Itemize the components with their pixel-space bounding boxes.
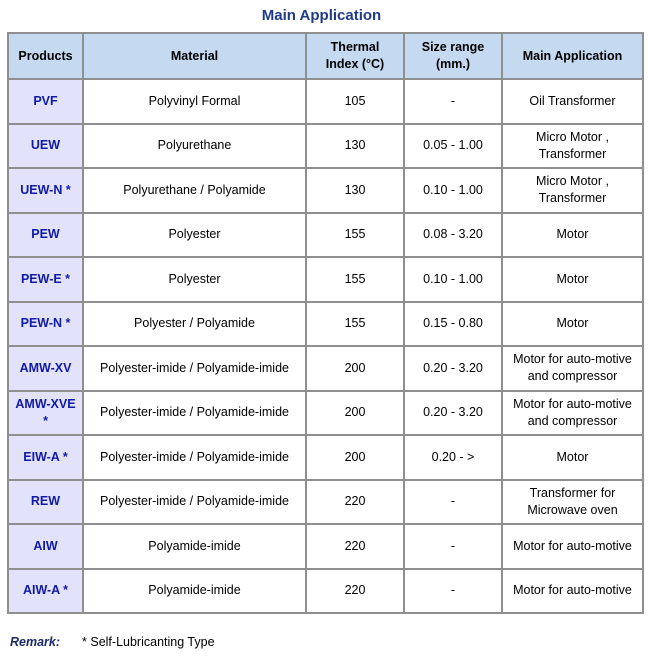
header-main-application: Main Application: [503, 34, 642, 78]
application-cell: [503, 570, 642, 613]
application-cell: [503, 303, 642, 346]
remark-text: * Self-Lubricanting Type: [82, 635, 215, 649]
product-name: AIW: [33, 538, 58, 553]
product-name: PEW-N *: [20, 316, 71, 331]
application-cell: [503, 125, 642, 168]
table-row: [9, 214, 642, 257]
product-cell: [9, 392, 82, 435]
application-cell: [503, 436, 642, 479]
material-cell: Polyester-imide / Polyamide-imide: [84, 481, 305, 524]
table-row: [9, 525, 642, 568]
size-range-cell: -: [405, 525, 501, 568]
product-cell: [9, 481, 82, 524]
product-cell: [9, 214, 82, 257]
application-line: Transformer for: [529, 485, 616, 500]
remark-label: Remark:: [10, 635, 61, 649]
header-size-line1: Size range: [421, 40, 485, 54]
size-range-cell: 0.05 - 1.00: [405, 125, 501, 168]
product-cell: [9, 169, 82, 212]
material-cell: Polyamide-imide: [84, 525, 305, 568]
application-cell: [503, 80, 642, 123]
material-cell: Polyester: [84, 214, 305, 257]
material-cell: Polyamide-imide: [84, 570, 305, 613]
material-cell: Polyurethane / Polyamide: [84, 169, 305, 212]
application-line: Transformer: [538, 146, 607, 161]
size-range-cell: -: [405, 80, 501, 123]
product-name: UEW: [30, 138, 61, 153]
product-cell: [9, 258, 82, 301]
material-cell: Polyester-imide / Polyamide-imide: [84, 392, 305, 435]
application-cell: [503, 169, 642, 212]
header-products: Products: [9, 34, 82, 78]
size-range-cell: 0.15 - 0.80: [405, 303, 501, 346]
application-cell: [503, 347, 642, 390]
table-row: [9, 303, 642, 346]
application-cell: [503, 392, 642, 435]
product-name: AIW-A *: [22, 583, 69, 598]
product-cell: [9, 436, 82, 479]
thermal-index-cell: 220: [307, 481, 403, 524]
header-size-range: [405, 34, 501, 78]
product-name: EIW-A *: [23, 449, 68, 464]
application-line: Motor: [556, 227, 589, 242]
table-row: [9, 481, 642, 524]
header-size-line2: (mm.): [435, 57, 471, 71]
application-line: and compressor: [527, 369, 618, 384]
product-name: AMW-XV: [19, 360, 72, 375]
application-line: and compressor: [527, 413, 618, 428]
size-range-cell: 0.08 - 3.20: [405, 214, 501, 257]
application-line: Transformer: [538, 191, 607, 206]
application-line: Motor: [556, 271, 589, 286]
product-name: *: [43, 413, 48, 428]
size-range-cell: 0.10 - 1.00: [405, 258, 501, 301]
table-row: [9, 80, 642, 123]
material-cell: Polyester / Polyamide: [84, 303, 305, 346]
application-line: Motor for auto-motive: [513, 396, 632, 411]
thermal-index-cell: 155: [307, 303, 403, 346]
table-header-row: [9, 34, 642, 78]
application-cell: [503, 258, 642, 301]
thermal-index-cell: 105: [307, 80, 403, 123]
thermal-index-cell: 130: [307, 125, 403, 168]
application-line: Motor for auto-motive: [513, 538, 632, 553]
product-cell: [9, 525, 82, 568]
material-cell: Polyurethane: [84, 125, 305, 168]
header-thermal-line2: Index (°C): [325, 57, 385, 71]
table-row: [9, 125, 642, 168]
application-line: Motor for auto-motive: [513, 352, 632, 367]
size-range-cell: 0.10 - 1.00: [405, 169, 501, 212]
table-row: [9, 169, 642, 212]
size-range-cell: -: [405, 481, 501, 524]
application-line: Motor for auto-motive: [513, 583, 632, 598]
product-cell: [9, 570, 82, 613]
table-row: [9, 570, 642, 613]
product-name: PVF: [33, 93, 58, 108]
material-cell: Polyvinyl Formal: [84, 80, 305, 123]
size-range-cell: 0.20 - >: [405, 436, 501, 479]
application-cell: [503, 525, 642, 568]
remark: [10, 635, 215, 649]
application-cell: [503, 481, 642, 524]
application-line: Micro Motor ,: [536, 129, 609, 144]
product-name: UEW-N *: [20, 182, 71, 197]
header-thermal-line1: Thermal: [330, 40, 380, 54]
thermal-index-cell: 200: [307, 436, 403, 479]
product-cell: [9, 125, 82, 168]
thermal-index-cell: 200: [307, 392, 403, 435]
table-row: [9, 392, 642, 435]
table-row: [9, 347, 642, 390]
size-range-cell: 0.20 - 3.20: [405, 347, 501, 390]
page-title: Main Application: [261, 7, 382, 24]
thermal-index-cell: 155: [307, 214, 403, 257]
table-body: [9, 80, 642, 612]
thermal-index-cell: 220: [307, 525, 403, 568]
product-cell: [9, 347, 82, 390]
product-cell: [9, 303, 82, 346]
material-cell: Polyester-imide / Polyamide-imide: [84, 347, 305, 390]
application-line: Motor: [556, 316, 589, 331]
product-cell: [9, 80, 82, 123]
application-cell: [503, 214, 642, 257]
thermal-index-cell: 155: [307, 258, 403, 301]
table-row: [9, 258, 642, 301]
application-line: Microwave oven: [527, 502, 618, 517]
table-row: [9, 436, 642, 479]
product-name: REW: [30, 494, 61, 509]
header-material: Material: [84, 34, 305, 78]
application-line: Motor: [556, 449, 589, 464]
application-line: Micro Motor ,: [536, 174, 609, 189]
material-cell: Polyester: [84, 258, 305, 301]
size-range-cell: -: [405, 570, 501, 613]
header-thermal-index: [307, 34, 403, 78]
product-name: AMW-XVE: [15, 396, 76, 411]
thermal-index-cell: 220: [307, 570, 403, 613]
thermal-index-cell: 130: [307, 169, 403, 212]
product-name: PEW: [31, 227, 60, 242]
thermal-index-cell: 200: [307, 347, 403, 390]
product-table: [7, 32, 644, 614]
application-line: Oil Transformer: [529, 93, 616, 108]
material-cell: Polyester-imide / Polyamide-imide: [84, 436, 305, 479]
size-range-cell: 0.20 - 3.20: [405, 392, 501, 435]
product-name: PEW-E *: [20, 271, 71, 286]
